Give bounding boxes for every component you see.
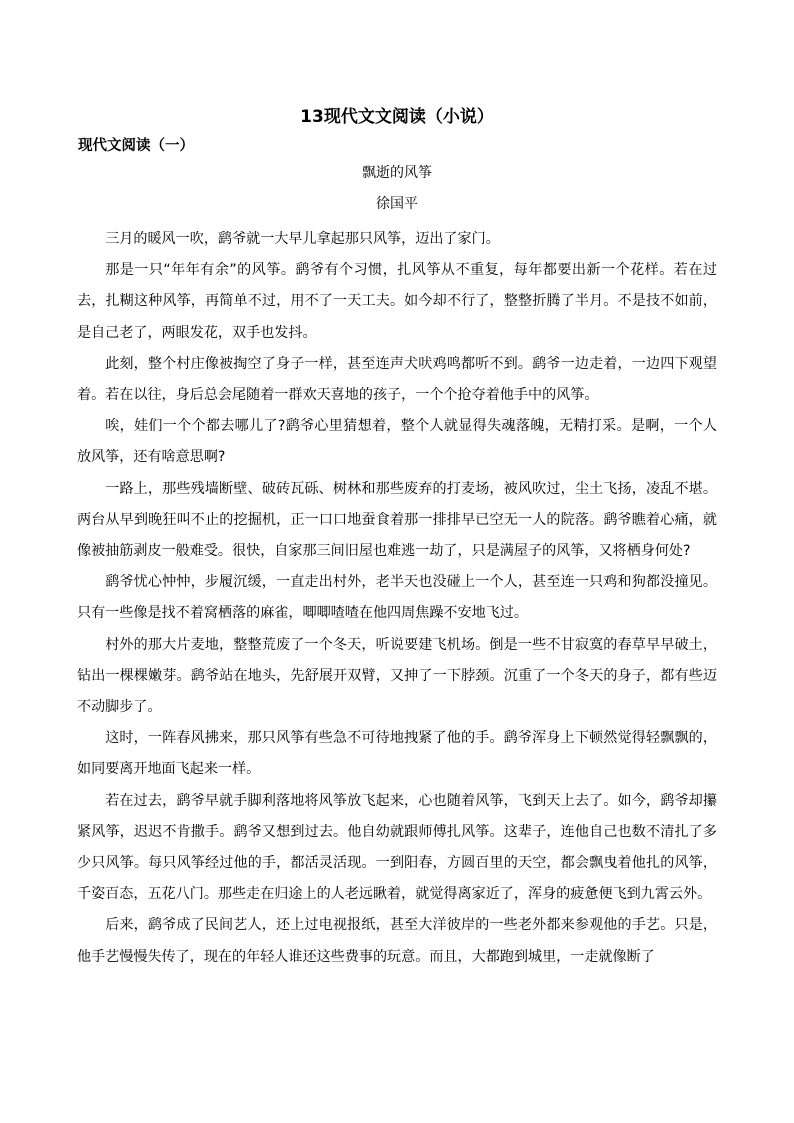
story-author: 徐国平 — [376, 196, 418, 212]
paragraph: 三月的暖风一吹，鹞爷就一大早儿拿起那只风筝，迈出了家门。 — [105, 231, 500, 247]
paragraph: 村外的那大片麦地，整整荒废了一个冬天，听说要建飞机场。倒是一些不甘寂寞的春草早早破土，钻出一棵棵嫩芽。鹞爷站在地头，先舒展开双臂，又抻了一下脖颈。沉重了一个冬天的身子，都有些迈不动脚步了。 — [77, 636, 717, 716]
paragraph: 唉，娃们一个个都去哪儿了?鹞爷心里猜想着，整个人就显得失魂落魄，无精打采。是啊，一个人放风筝，还有啥意思啊? — [77, 418, 717, 466]
story-body — [77, 224, 717, 973]
story-title: 飘逝的风筝 — [362, 165, 432, 181]
paragraph: 若在过去，鹞爷早就手脚利落地将风筝放飞起来，心也随着风筝，飞到天上去了。如今，鹞爷却攥紧风筝，迟迟不肯撒手。鹞爷又想到过去。他自幼就跟师傅扎风筝。这辈子，连他自己也数不清扎了多少只风筝。每只风筝经过他的手，都活灵活现。一到阳春，方圆百里的天空，都会飘曳着他扎的风筝，千姿百态，五花八门。那些走在归途上的人老远瞅着，就觉得离家近了，浑身的疲惫便飞到九霄云外。 — [77, 792, 717, 903]
paragraph: 此刻，整个村庄像被掏空了身子一样，甚至连声犬吠鸡鸣都听不到。鹞爷一边走着，一边四下观望着。若在以往，身后总会尾随着一群欢天喜地的孩子，一个个抢夺着他手中的风筝。 — [77, 355, 717, 404]
document-title: 13现代文文阅读（小说） — [300, 107, 494, 127]
paragraph: 鹞爷忧心忡忡，步履沉缓，一直走出村外，老半天也没碰上一个人，甚至连一只鸡和狗都没撞见。只有一些像是找不着窝栖落的麻雀，唧唧喳喳在他四周焦躁不安地飞过。 — [77, 574, 717, 622]
paragraph: 那是一只“年年有余”的风筝。鹞爷有个习惯，扎风筝从不重复，每年都要出新一个花样。若在过去，扎糊这种风筝，再简单不过，用不了一天工夫。如今却不行了，整整折腾了半月。不是技不如前，是自己老了，两眼发花，双手也发抖。 — [77, 262, 717, 341]
section-heading: 现代文阅读（一） — [78, 138, 194, 154]
paragraph: 后来，鹞爷成了民间艺人，还上过电视报纸，甚至大洋彼岸的一些老外都来参观他的手艺。只是，他手艺慢慢失传了，现在的年轻人谁还这些费事的玩意。而且，大都跑到城里，一走就像断了 — [77, 917, 717, 965]
paragraph: 一路上，那些残墙断壁、破砖瓦砾、树林和那些废弃的打麦场，被风吹过，尘土飞扬，凌乱不堪。两台从早到晚狂叫不止的挖掘机，正一口口地蚕食着那一排排早已空无一人的院落。鹞爷瞧着心痛，就像被抽筋剥皮一般难受。很快，自家那三间旧屋也难逃一劫了，只是满屋子的风筝，又将栖身何处? — [77, 480, 717, 560]
paragraph: 这时，一阵春风拂来，那只风筝有些急不可待地拽紧了他的手。鹞爷浑身上下顿然觉得轻飘飘的，如同要离开地面飞起来一样。 — [77, 730, 717, 778]
